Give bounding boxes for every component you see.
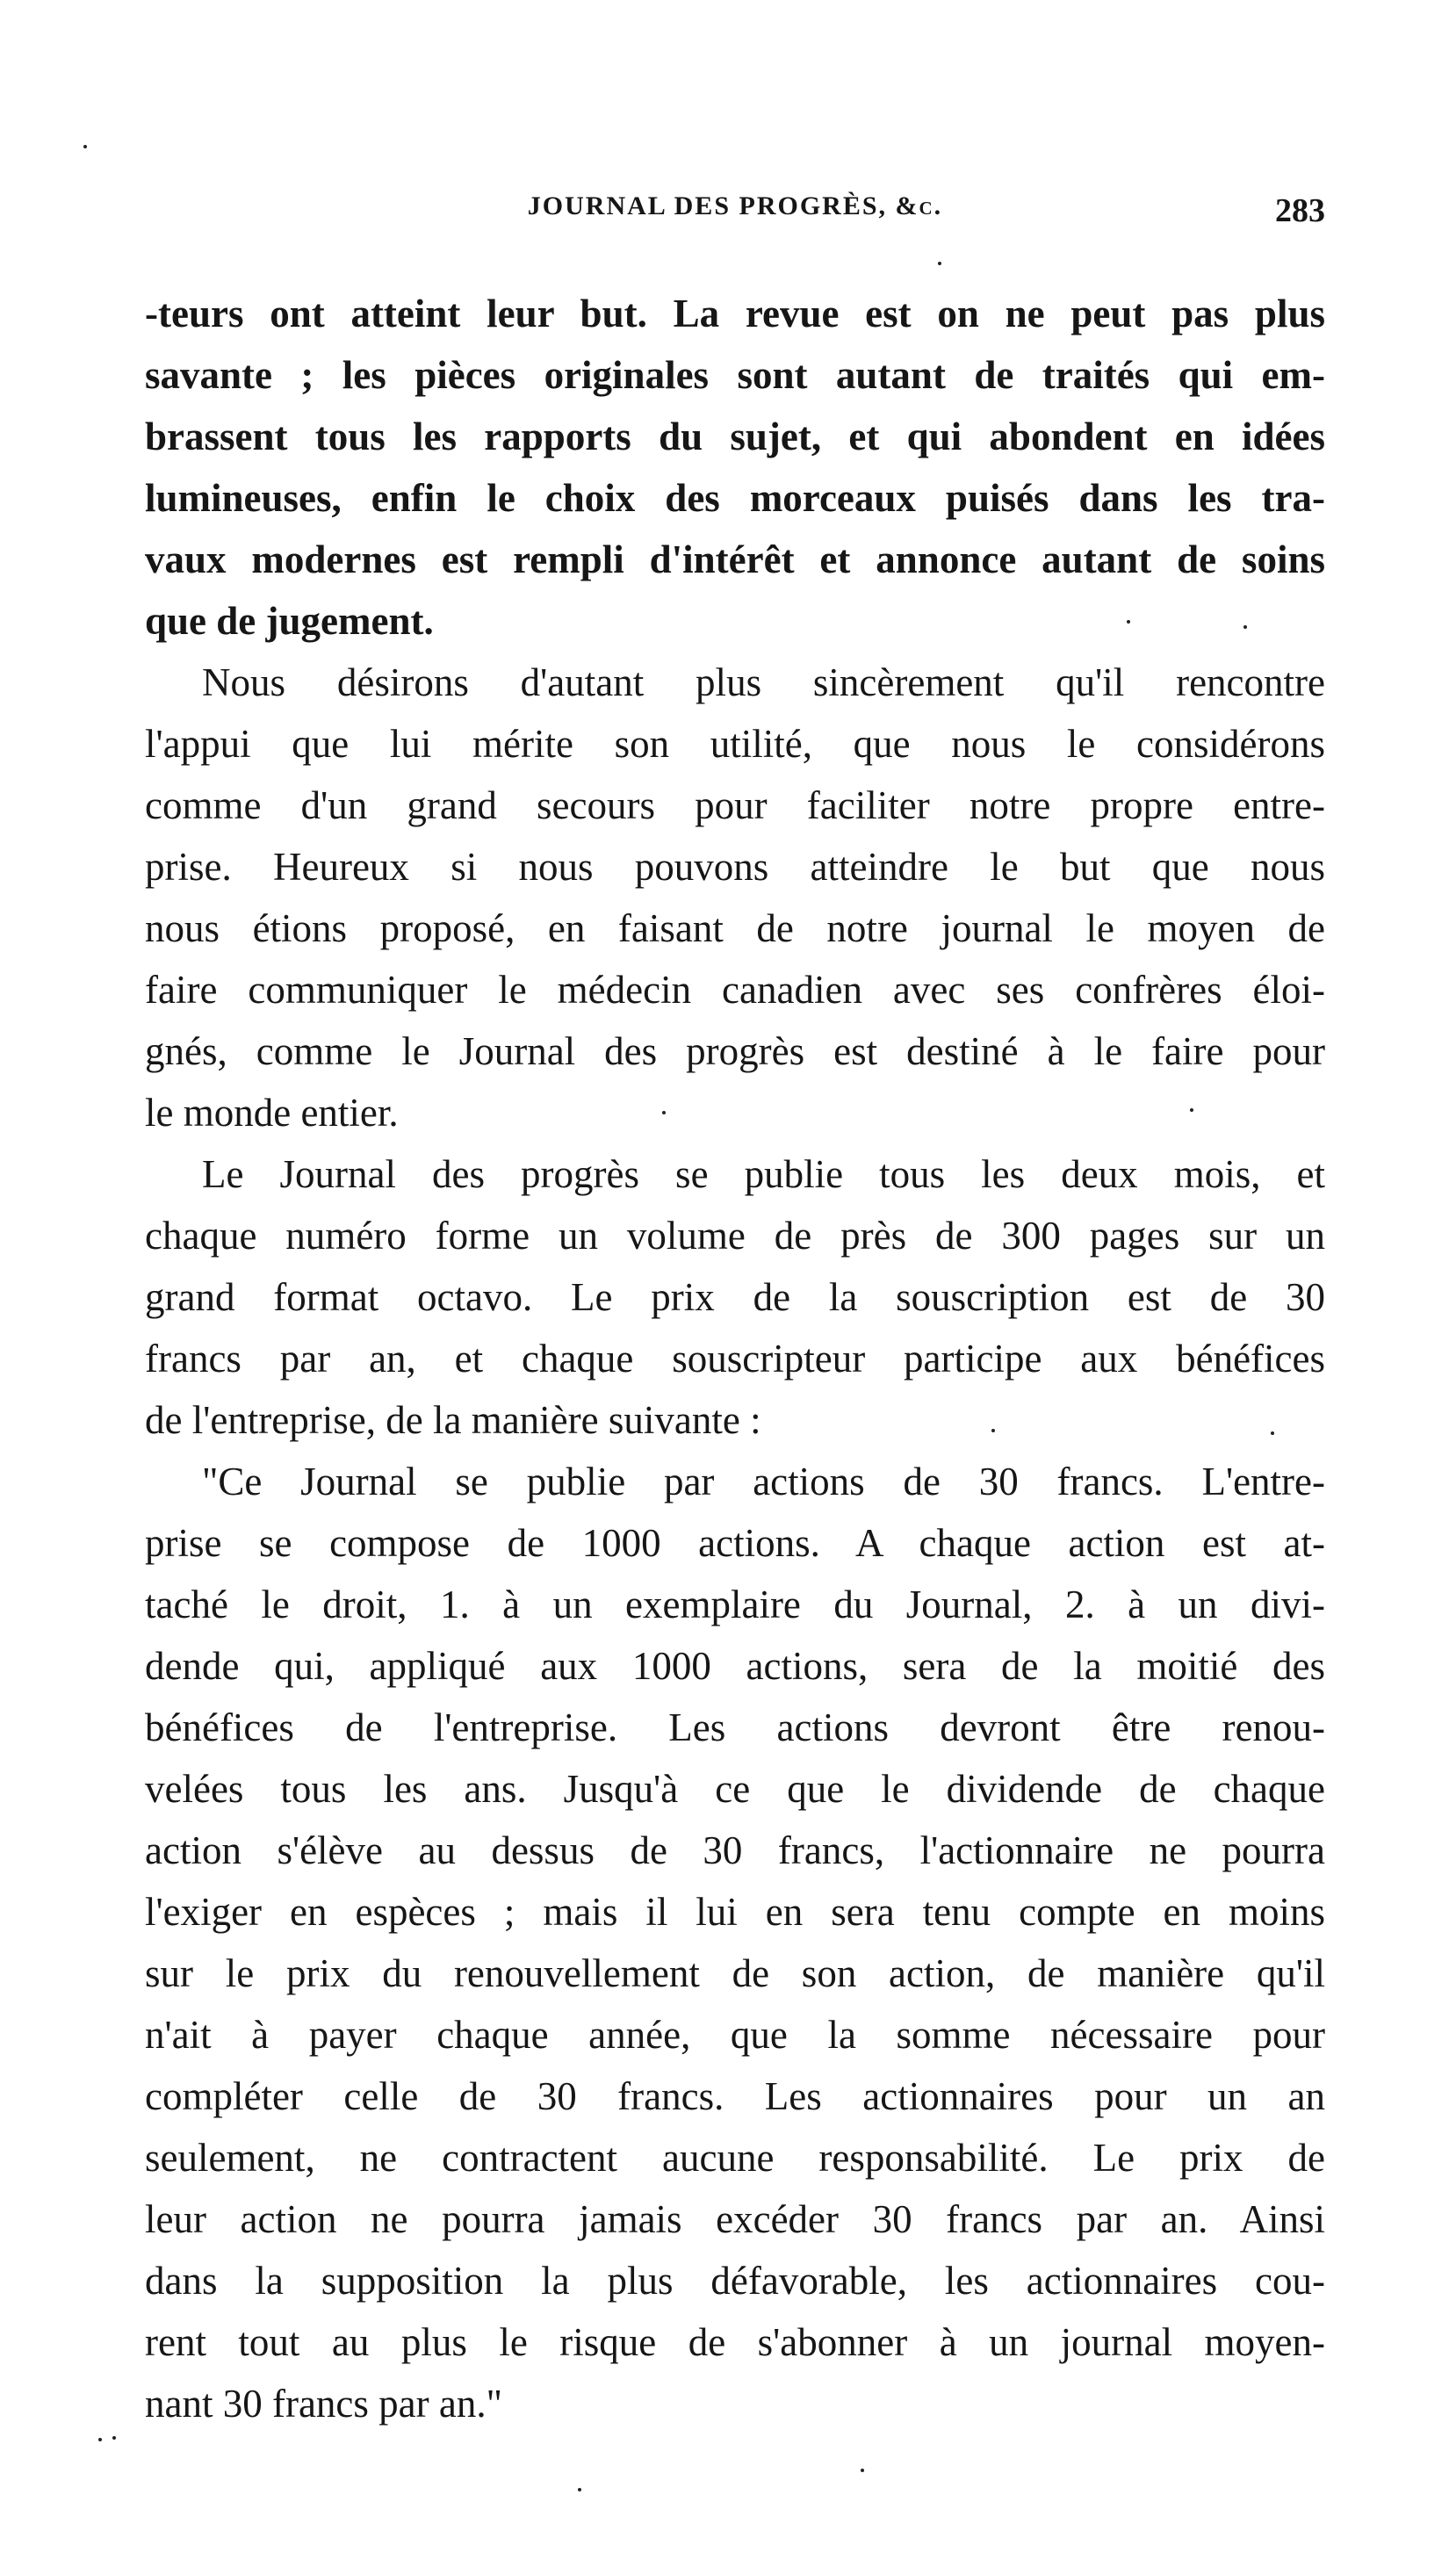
- text-line: prise. Heureux si nous pouvons atteindre le but que nous: [145, 845, 1325, 889]
- scan-speck: [991, 1429, 995, 1432]
- text-line: chaque numéro forme un volume de près de 300 pages sur un: [145, 1214, 1325, 1258]
- text-line: sur le prix du renouvellement de son action, de manière qu'il: [145, 1951, 1325, 1995]
- scan-speck: [98, 2438, 102, 2441]
- text-line: de l'entreprise, de la manière suivante :: [145, 1398, 761, 1442]
- text-line: rent tout au plus le risque de s'abonner à un journal moyen-: [145, 2320, 1325, 2364]
- text-line: Le Journal des progrès se publie tous les deux mois, et: [202, 1152, 1325, 1196]
- text-line: velées tous les ans. Jusqu'à ce que le dividende de chaque: [145, 1767, 1325, 1811]
- text-line: brassent tous les rapports du sujet, et qui abondent en idées: [145, 415, 1325, 458]
- scan-speck: [112, 2436, 116, 2440]
- text-line: faire communiquer le médecin canadien avec ses confrères éloi-: [145, 968, 1325, 1012]
- text-line: gnés, comme le Journal des progrès est destiné à le faire pour: [145, 1029, 1325, 1073]
- text-line: -teurs ont atteint leur but. La revue est on ne peut pas plus: [145, 292, 1325, 335]
- text-line: lumineuses, enfin le choix des morceaux puisés dans les tra-: [145, 476, 1325, 520]
- page-header: [145, 191, 1325, 235]
- text-line: compléter celle de 30 francs. Les actionnaires pour un an: [145, 2074, 1325, 2118]
- scan-speck: [938, 262, 941, 265]
- running-title: JOURNAL DES PROGRÈS, &c.: [527, 191, 943, 220]
- text-line: nant 30 francs par an.": [145, 2382, 502, 2426]
- text-line: comme d'un grand secours pour faciliter notre propre entre-: [145, 783, 1325, 827]
- text-line: nous étions proposé, en faisant de notre journal le moyen de: [145, 906, 1325, 950]
- text-line: seulement, ne contractent aucune responsabilité. Le prix de: [145, 2136, 1325, 2180]
- text-line: francs par an, et chaque souscripteur participe aux bénéfices: [145, 1337, 1325, 1381]
- scan-speck: [1190, 1108, 1193, 1112]
- text-line: l'appui que lui mérite son utilité, que nous le considérons: [145, 722, 1325, 766]
- paragraph-3: [145, 1143, 1325, 1451]
- text-line: prise se compose de 1000 actions. A chaque action est at-: [145, 1521, 1325, 1565]
- page-number: 283: [1275, 192, 1325, 229]
- scan-speck: [578, 2488, 581, 2491]
- text-line: grand format octavo. Le prix de la souscription est de 30: [145, 1275, 1325, 1319]
- text-line: taché le droit, 1. à un exemplaire du Journal, 2. à un divi-: [145, 1583, 1325, 1626]
- text-line: savante ; les pièces originales sont autant de traités qui em-: [145, 353, 1325, 397]
- text-line: leur action ne pourra jamais excéder 30 francs par an. Ainsi: [145, 2197, 1325, 2241]
- scan-speck: [83, 145, 87, 148]
- text-line: action s'élève au dessus de 30 francs, l'actionnaire ne pourra: [145, 1828, 1325, 1872]
- text-line: dende qui, appliqué aux 1000 actions, sera de la moitié des: [145, 1644, 1325, 1688]
- text-line: que de jugement.: [145, 599, 434, 643]
- paragraph-1: [145, 283, 1325, 652]
- paragraph-4-quotation: [145, 1451, 1325, 2434]
- text-line: bénéfices de l'entreprise. Les actions devront être renou-: [145, 1705, 1325, 1749]
- text-line: dans la supposition la plus défavorable, les actionnaires cou-: [145, 2259, 1325, 2303]
- text-line: vaux modernes est rempli d'intérêt et annonce autant de soins: [145, 537, 1325, 581]
- text-line: Nous désirons d'autant plus sincèrement qu'il rencontre: [202, 660, 1325, 704]
- text-line: l'exiger en espèces ; mais il lui en sera tenu compte en moins: [145, 1890, 1325, 1934]
- body-text: [145, 283, 1325, 2434]
- scan-speck: [662, 1111, 666, 1114]
- text-line: le monde entier.: [145, 1091, 399, 1135]
- scan-speck: [1271, 1431, 1274, 1435]
- paragraph-2: [145, 652, 1325, 1143]
- scan-speck: [861, 2469, 864, 2472]
- scan-speck: [1127, 620, 1130, 624]
- text-line: n'ait à payer chaque année, que la somme nécessaire pour: [145, 2013, 1325, 2057]
- scan-speck: [1243, 625, 1247, 629]
- text-line: "Ce Journal se publie par actions de 30 francs. L'entre-: [202, 1460, 1325, 1503]
